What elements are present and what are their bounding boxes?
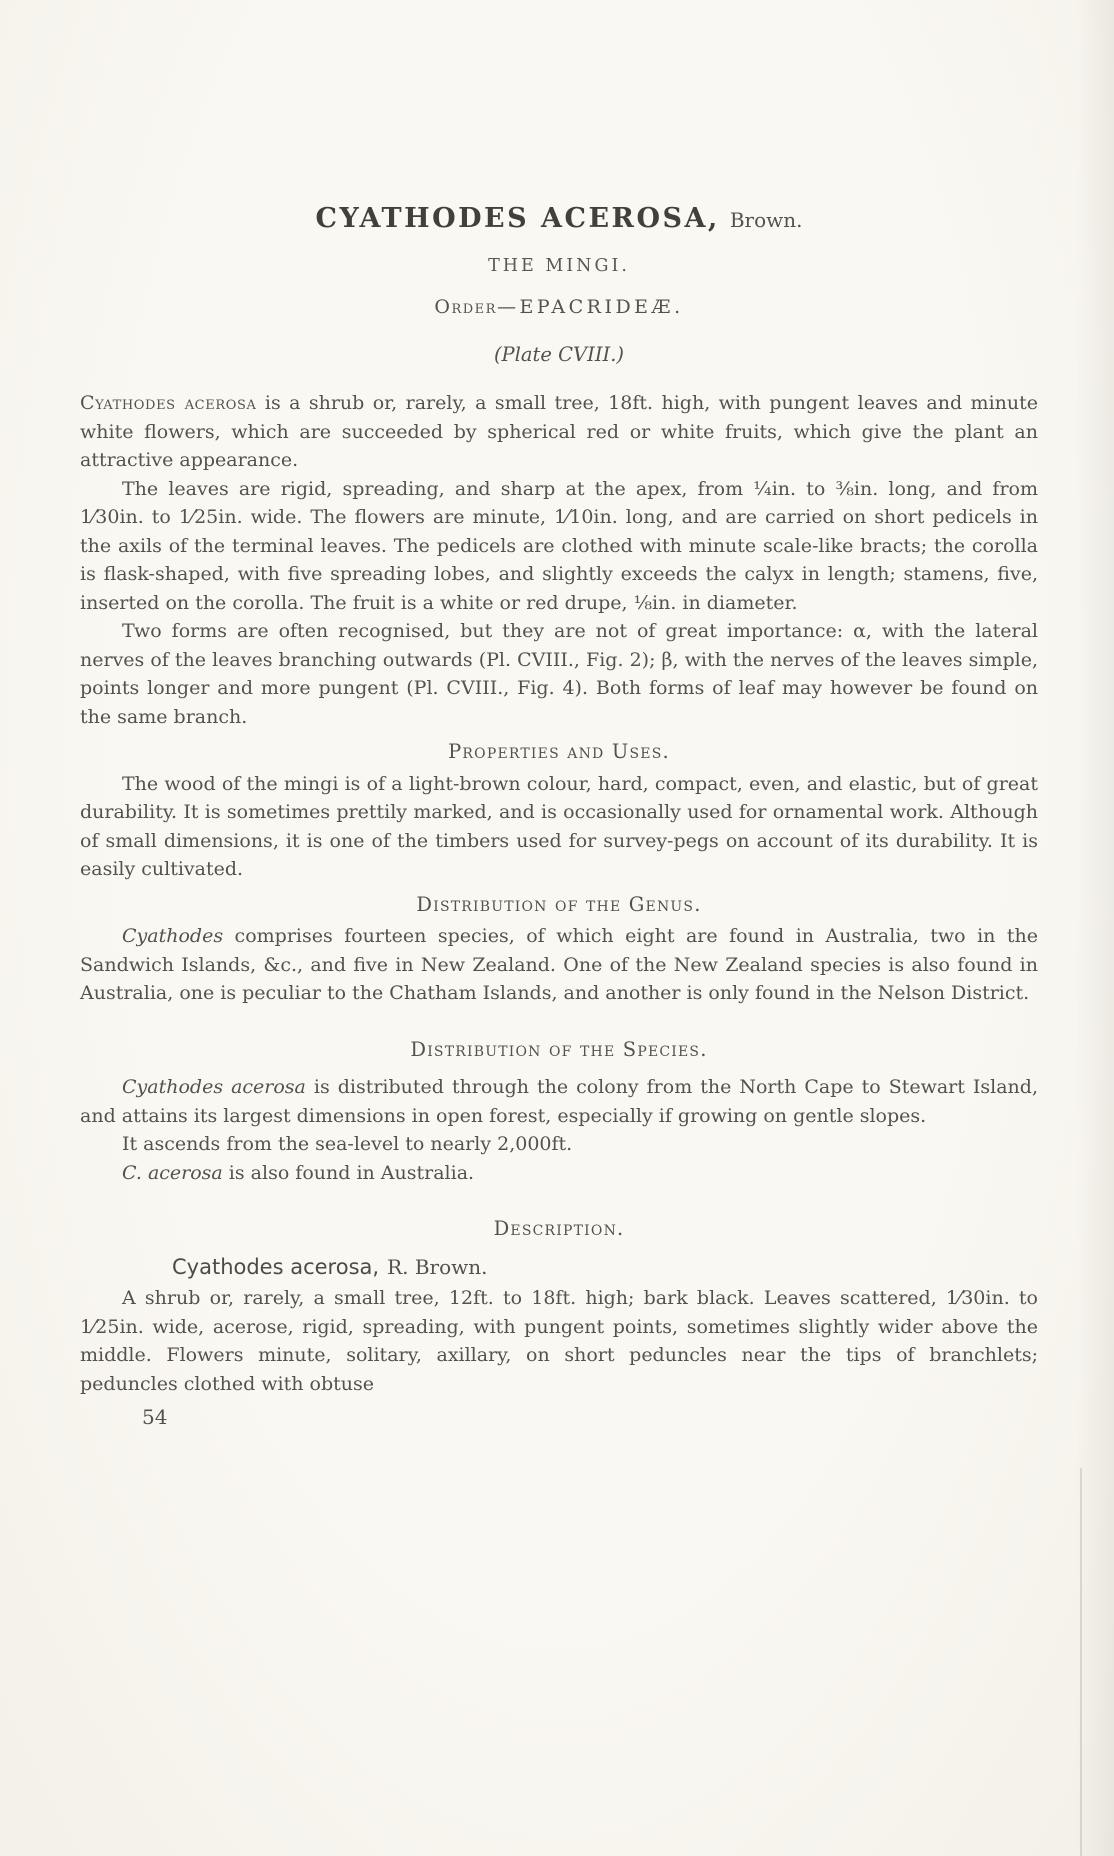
description-species-author: R. Brown. [387, 1254, 488, 1279]
description-species-line [80, 1253, 1038, 1283]
species-distribution-paragraph-3 [80, 1159, 1038, 1188]
species-name-italic: Cyathodes acerosa [122, 1076, 306, 1098]
species-distribution-paragraph-2: It ascends from the sea-level to nearly 2,000ft. [122, 1133, 573, 1155]
intro-paragraph-2: The leaves are rigid, spreading, and sharp at the apex, from ¼in. to ⅜in. long, and from 1⁄30in. to 1⁄25in. wide. The flowers are minute, 1⁄10in. long, and are carried on short pedicels in the axils of the terminal leaves. The pedicels are clothed with minute scale-like bracts; the corolla is flask-shaped, with five spreading lobes, and slightly exceeds the calyx in length; stamens, five, inserted on the corolla. The fruit is a white or red drupe, ⅛in. in diameter. [80, 477, 1038, 614]
title-author: Brown. [729, 208, 803, 232]
section-heading-description: Description. [493, 1217, 625, 1240]
page-number: 54 [142, 1405, 168, 1429]
species-abbrev-italic: C. acerosa [122, 1161, 223, 1184]
properties-paragraph: The wood of the mingi is of a light-brown colour, hard, compact, even, and elastic, but of great durability. It is sometimes prettily marked, and is occasionally used for ornamental work. Although of small dimensions, it is one of the timbers used for survey-pegs on account of its durability. It is easily cultivated. [80, 772, 1038, 880]
body-text [80, 389, 1038, 1432]
intro-paragraph-3: Two forms are often recognised, but they are not of great importance: α, with the lateral nerves of the leaves branching outwards (Pl. CVIII., Fig. 2); β, with the nerves of the leaves simple, points longer and more pungent (Pl. CVIII., Fig. 4). Both forms of leaf may however be found on the same branch. [80, 620, 1038, 728]
description-paragraph: A shrub or, rarely, a small tree, 12ft. to 18ft. high; bark black. Leaves scattered, 1⁄30in. to 1⁄25in. wide, acerose, rigid, spreading, with pungent points, sometimes slightly wider above the middle. Flowers minute, solitary, axillary, on short peduncles near the tips of branchlets; peduncles clothed with obtuse [80, 1287, 1038, 1395]
order-name: —EPACRIDEÆ. [496, 296, 684, 318]
plate-reference: (Plate CVIII.) [493, 342, 625, 366]
intro-paragraph-1 [80, 389, 1038, 475]
order-line [80, 293, 1038, 322]
species-lead-smallcaps: Cyathodes acerosa [80, 392, 257, 414]
genus-paragraph-text: comprises fourteen species, of which eight are found in Australia, two in the Sandwich Islands, &c., and five in New Zealand. One of the New Zealand species is also found in Australia, one is peculiar to the Chatham Islands, and another is only found in the Nelson District. [80, 925, 1038, 1004]
genus-name-italic: Cyathodes [122, 925, 224, 947]
species-distribution-paragraph-1 [80, 1073, 1038, 1130]
description-species-name: Cyathodes acerosa, [172, 1254, 380, 1279]
section-heading-genus-distribution: Distribution of the Genus. [416, 892, 702, 916]
section-heading-properties: Properties and Uses. [448, 740, 670, 763]
order-label: Order [434, 296, 497, 318]
genus-paragraph [80, 922, 1038, 1008]
page-edge-line [1080, 1468, 1082, 1856]
section-heading-species-distribution: Distribution of the Species. [410, 1037, 708, 1061]
species-distribution-paragraph-3-text: is also found in Australia. [222, 1161, 475, 1184]
species-title: CYATHODES ACEROSA, [315, 203, 720, 234]
page-title [80, 205, 1038, 236]
page-content [80, 205, 1038, 1432]
intro-paragraph-1-text: is a shrub or, rarely, a small tree, 18ft. high, with pungent leaves and minute white flowers, which are succeeded by spherical red or white fruits, which give the plant an attractive appearance. [80, 392, 1038, 471]
common-name: THE MINGI. [488, 255, 630, 276]
species-distribution-paragraph-1-text: is distributed through the colony from the North Cape to Stewart Island, and attains its largest dimensions in open forest, especially if growing on gentle slopes. [80, 1076, 1038, 1127]
